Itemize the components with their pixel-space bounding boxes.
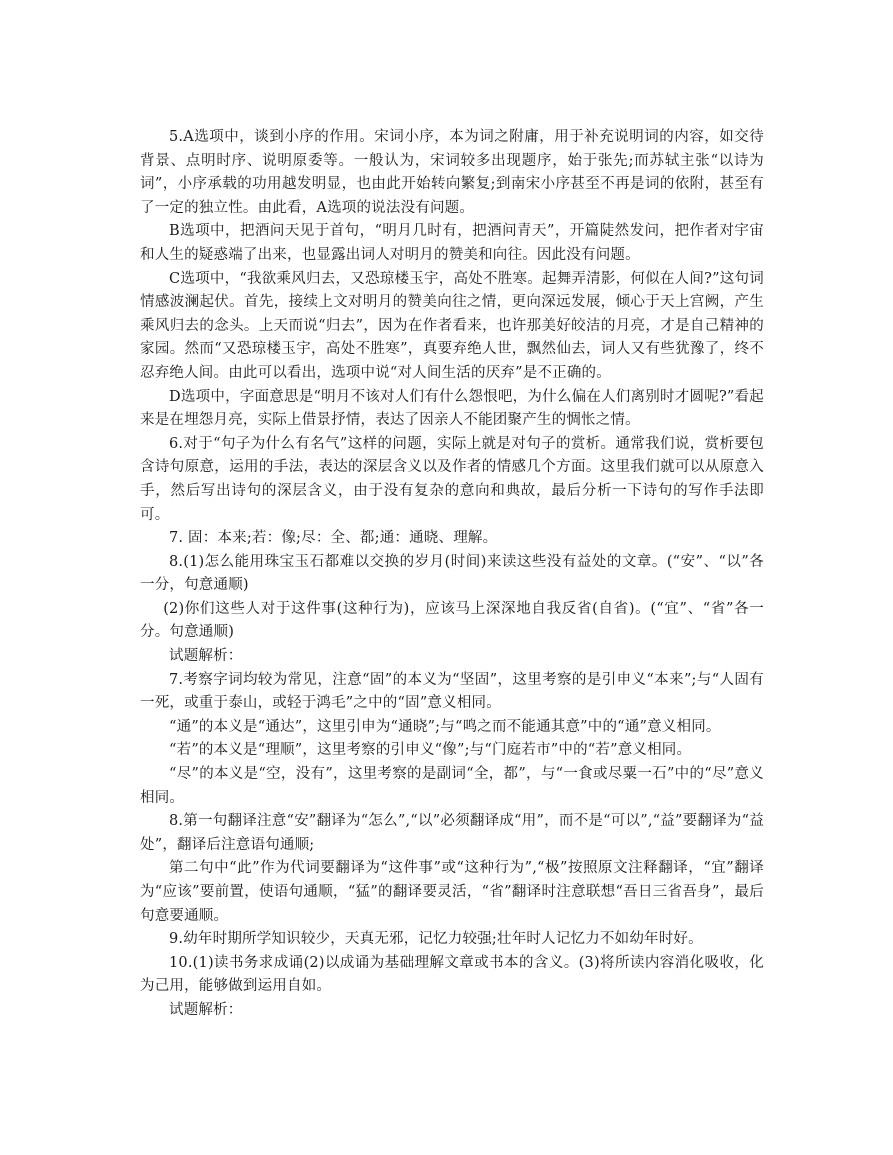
paragraph-q6: 6.对于“句子为什么有名气”这样的问题，实际上就是对句子的赏析。通常我们说，赏析要包含诗句原意，运用的手法，表达的深层含义以及作者的情感几个方面。这里我们就可以从原意入手，然后写出诗句的深层含义，由于没有复杂的意向和典故，最后分析一下诗句的写作手法即可。 <box>140 435 764 523</box>
paragraph-q5-a: 5.A选项中，谈到小序的作用。宋词小序，本为词之附庸，用于补充说明词的内容，如交待背景、点明时序、说明原委等。一般认为，宋词较多出现题序，始于张先;而苏轼主张“以诗为词”，小序承载的功用越发明显，也由此开始转向繁复;到南宋小序甚至不再是词的依附，甚至有了一定的独立性。由此看，A选项的说法没有问题。 <box>140 129 764 216</box>
paragraph-q5-c: C选项中，“我欲乘风归去，又恐琼楼玉宇，高处不胜寒。起舞弄清影，何似在人间?”这句词情感波澜起伏。首先，接续上文对明月的赞美向往之情，更向深远发展，倾心于天上宫阙，产生乘风归去的念头。上天而说“归去”，因为在作者看来，也许那美好皎洁的月亮，才是自己精神的家园。然而“又恐琼楼玉宇，高处不胜寒”，真要弃绝人世，飘然仙去，词人又有些犹豫了，终不忍弃绝人间。由此可以看出，选项中说“对人间生活的厌弃”是不正确的。 <box>140 270 764 381</box>
paragraph-q7-analysis-gu: 7.考察字词均较为常见，注意“固”的本义为“坚固”，这里考察的是引申义“本来”;与“人固有一死，或重于泰山，或轻于鸿毛”之中的“固”意义相同。 <box>140 671 764 712</box>
paragraph-analysis-heading-1: 试题解析： <box>169 648 243 665</box>
paragraph-q7-answer: 7. 固：本来;若：像;尽：全、都;通：通晓、理解。 <box>169 530 498 547</box>
paragraph-q7-analysis-tong: “通”的本义是“通达”，这里引申为“通晓”;与“鸣之而不能通其意”中的“通”意义相同。 <box>169 718 721 735</box>
paragraph-q10: 10.(1)读书务求成诵(2)以成诵为基础理解文章或书本的含义。(3)将所读内容消化吸收，化为己用，能够做到运用自如。 <box>140 954 764 995</box>
paragraph-q9: 9.幼年时期所学知识较少，天真无邪，记忆力较强;壮年时人记忆力不如幼年时好。 <box>169 931 703 948</box>
paragraph-q5-b: B选项中，把酒问天见于首句，“明月几时有，把酒问青天”，开篇陡然发问，把作者对宇宙和人生的疑惑端了出来，也显露出词人对明月的赞美和向往。因此没有问题。 <box>140 223 764 263</box>
paragraph-q7-analysis-jin: “尽”的本义是“空，没有”，这里考察的是副词“全，都”，与“一食或尽粟一石”中的“尽”意义相同。 <box>140 766 764 806</box>
document-body <box>140 126 764 1023</box>
paragraph-q5-d: D选项中，字面意思是“明月不该对人们有什么怨恨吧，为什么偏在人们离别时才圆呢?”看起来是在埋怨月亮，实际上借景抒情，表达了因亲人不能团聚产生的惆怅之情。 <box>140 388 764 429</box>
paragraph-q8-analysis-1: 8.第一句翻译注意“安”翻译为“怎么”,“以”必须翻译成“用”，而不是“可以”,“益”要翻译为“益处”，翻译后注意语句通顺; <box>140 813 764 853</box>
paragraph-q8-answer-1: 8.(1)怎么能用珠宝玉石都难以交换的岁月(时间)来读这些没有益处的文章。(“安”、“以”各一分，句意通顺) <box>140 553 764 594</box>
paragraph-analysis-heading-2: 试题解析： <box>169 1001 243 1018</box>
paragraph-q8-answer-2: (2)你们这些人对于这件事(这种行为)，应该马上深深地自我反省(自省)。(“宜”、“省”各一分。句意通顺) <box>140 600 764 641</box>
paragraph-q8-analysis-2: 第二句中“此”作为代词要翻译为“这件事”或“这种行为”,“极”按照原文注释翻译，“宜”翻译为“应该”要前置，使语句通顺，“猛”的翻译要灵活，“省”翻译时注意联想“吾日三省吾身”，最后句意要通顺。 <box>140 860 764 924</box>
paragraph-q7-analysis-ruo: “若”的本义是“理顺”，这里考察的引申义“像”;与“门庭若市”中的“若”意义相同。 <box>169 742 692 759</box>
